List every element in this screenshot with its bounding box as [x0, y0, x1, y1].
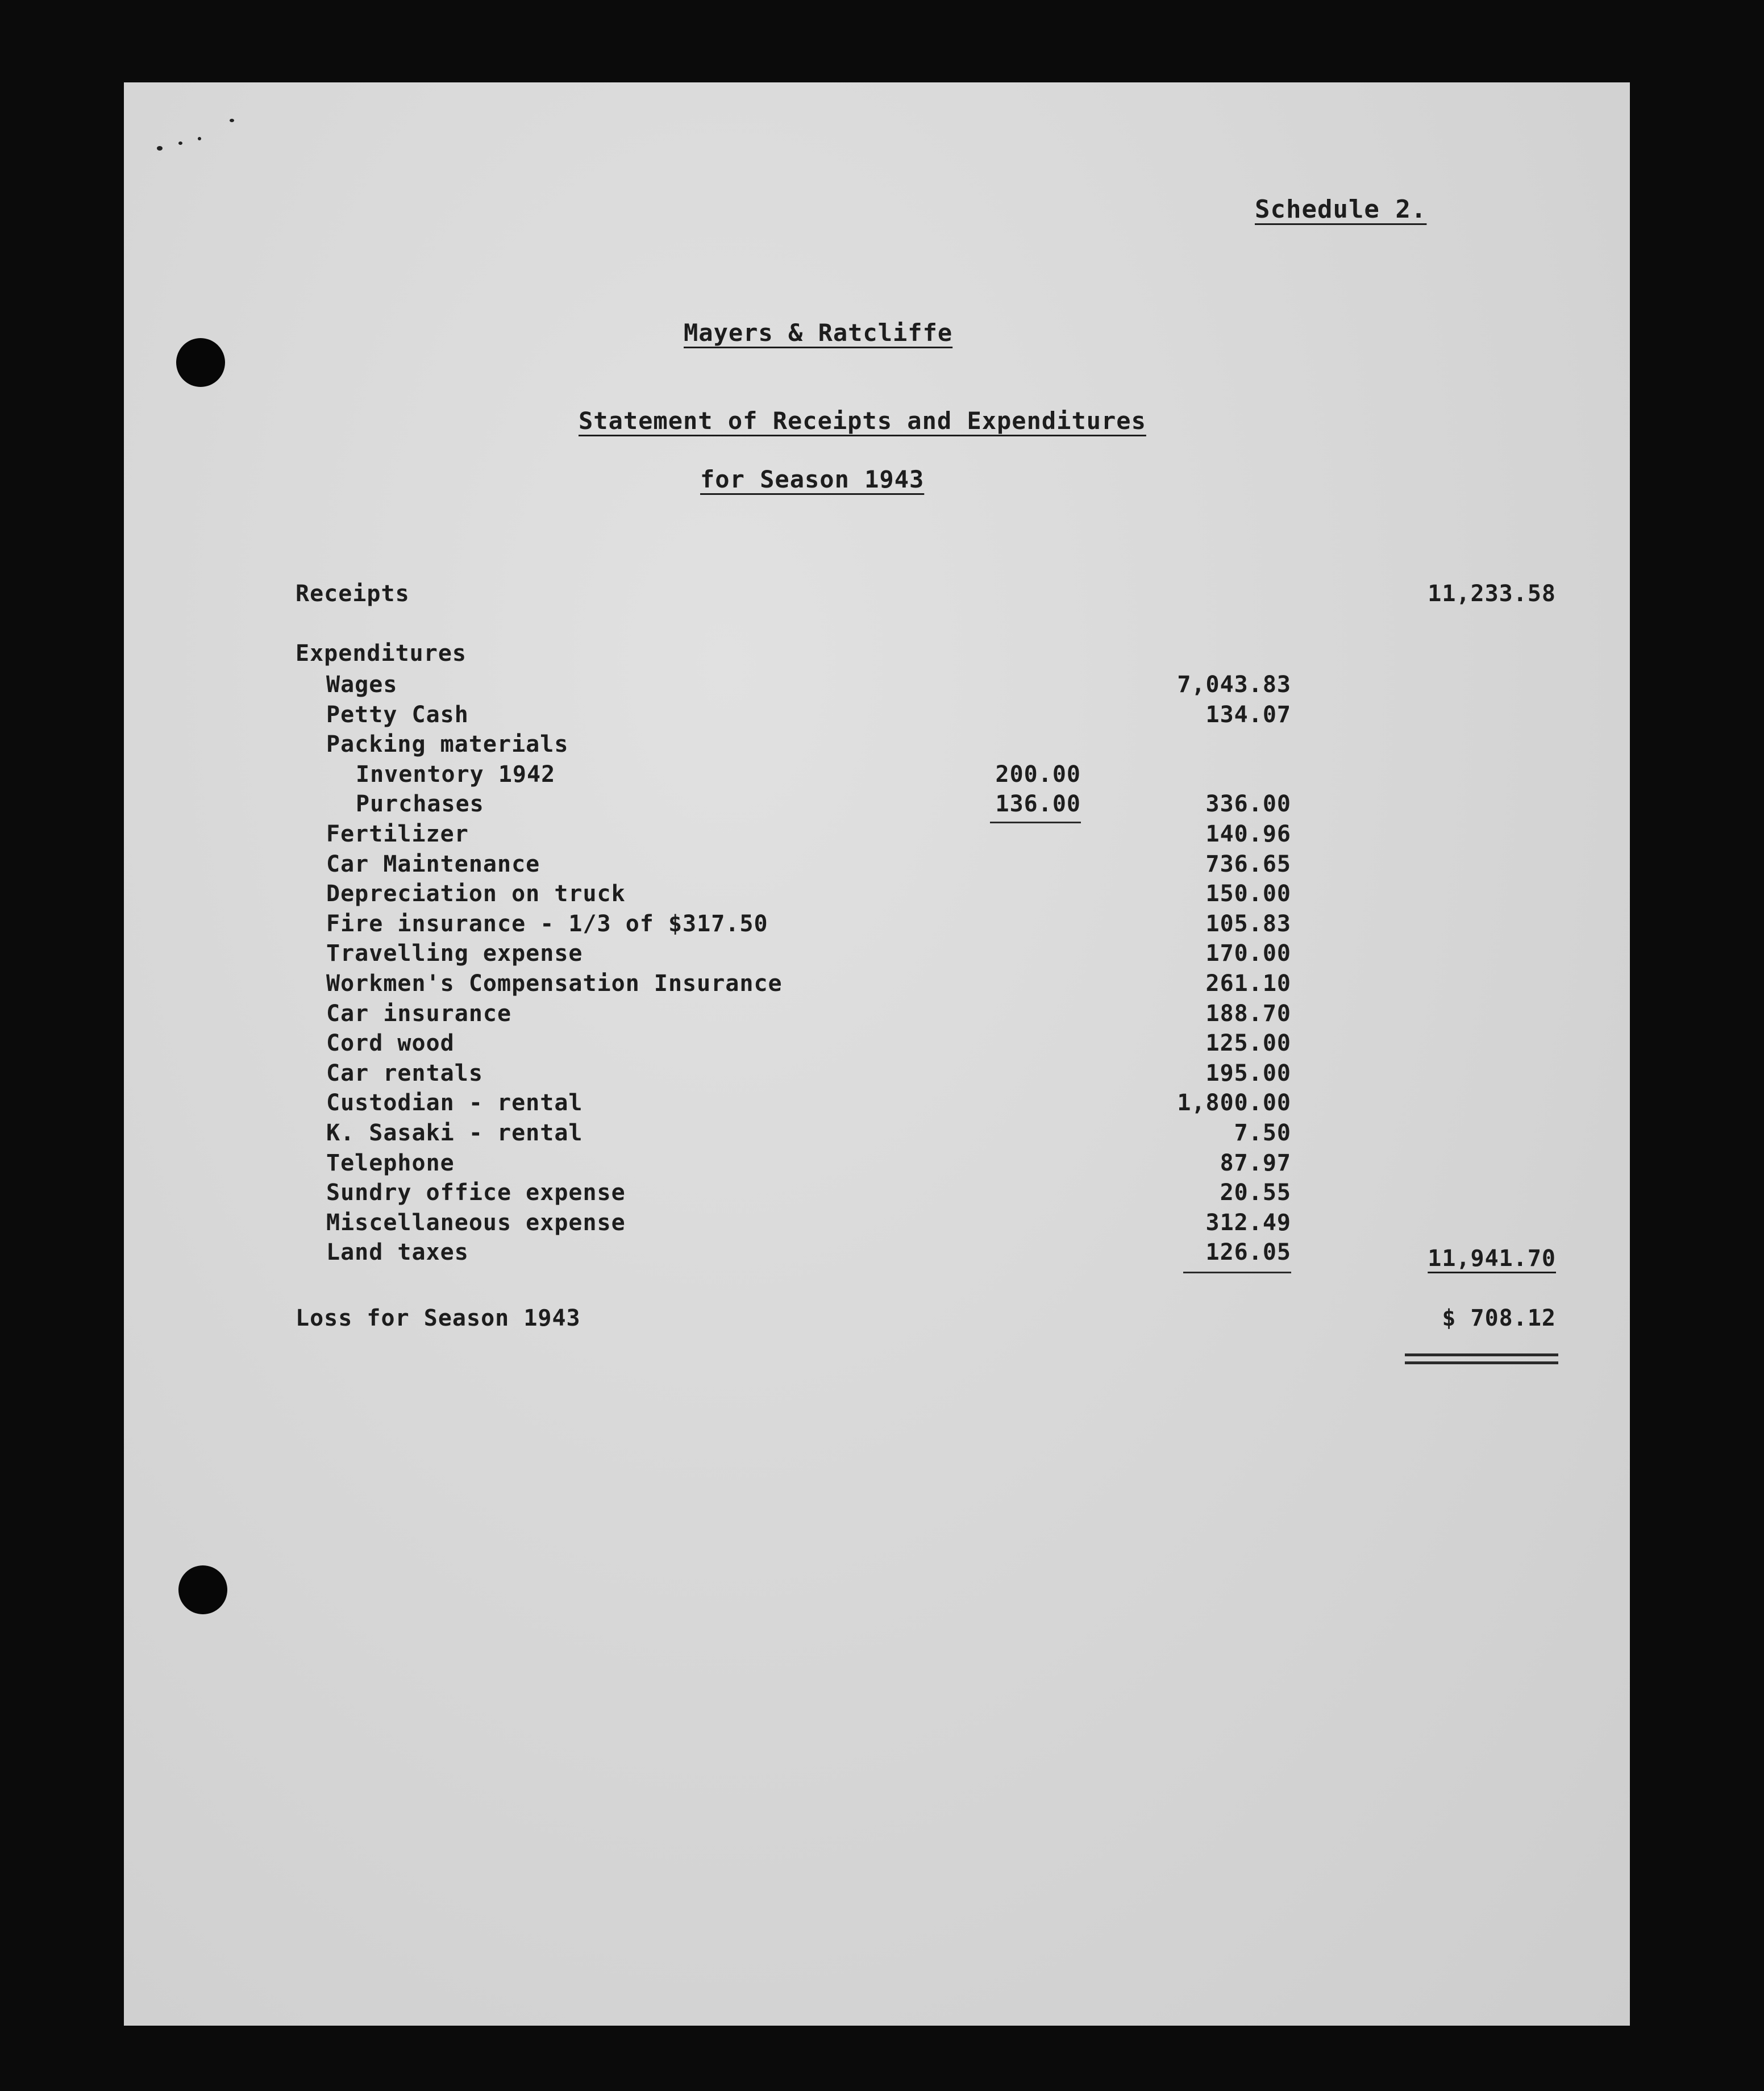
expenditure-amount: 188.70	[1205, 1001, 1291, 1027]
double-rule-top	[1405, 1353, 1558, 1356]
speck	[157, 146, 163, 151]
expenditure-label: Fertilizer	[326, 821, 469, 847]
expenditure-label: Car insurance	[326, 1001, 512, 1027]
expenditure-label: Depreciation on truck	[326, 881, 626, 907]
punch-hole-top	[176, 338, 225, 387]
expenditure-label: Purchases	[356, 791, 484, 817]
expenditure-label: Packing materials	[326, 731, 569, 757]
expenditure-amount: 336.00	[1205, 791, 1291, 817]
expenditure-amount: 134.07	[1205, 702, 1291, 728]
expenditure-amount: 7,043.83	[1177, 672, 1291, 698]
expenditure-amount: 736.65	[1205, 851, 1291, 877]
expenditure-amount: 105.83	[1205, 911, 1291, 937]
amount-column-rule	[1183, 1272, 1291, 1273]
expenditure-label: Car rentals	[326, 1060, 483, 1086]
expenditures-label: Expenditures	[296, 640, 467, 667]
loss-label: Loss for Season 1943	[296, 1305, 581, 1331]
expenditure-amount: 261.10	[1205, 970, 1291, 997]
firm-name: Mayers & Ratcliffe	[684, 319, 953, 347]
loss-amount: $ 708.12	[1442, 1305, 1556, 1331]
receipts-total: 11,233.58	[1428, 581, 1556, 607]
expenditure-label: Travelling expense	[326, 940, 583, 967]
expenditure-amount: 125.00	[1205, 1030, 1291, 1056]
expenditure-subamount: 200.00	[995, 761, 1081, 788]
expenditure-label: Car Maintenance	[326, 851, 540, 877]
expenditure-label: Telephone	[326, 1150, 455, 1176]
expenditure-amount: 312.49	[1205, 1210, 1291, 1236]
double-rule-bottom	[1405, 1361, 1558, 1364]
subtotal-rule	[990, 822, 1081, 823]
expenditure-subamount: 136.00	[995, 791, 1081, 817]
expenditure-amount: 195.00	[1205, 1060, 1291, 1086]
expenditure-label: Wages	[326, 672, 398, 698]
expenditure-amount: 1,800.00	[1177, 1090, 1291, 1116]
expenditure-label: Petty Cash	[326, 702, 469, 728]
statement-title: Statement of Receipts and Expenditures	[579, 407, 1146, 435]
expenditure-label: Miscellaneous expense	[326, 1210, 626, 1236]
expenditure-amount: 7.50	[1234, 1120, 1291, 1146]
expenditure-amount: 150.00	[1205, 881, 1291, 907]
expenditure-amount: 140.96	[1205, 821, 1291, 847]
expenditure-amount: 170.00	[1205, 940, 1291, 967]
expenditure-label: Fire insurance - 1/3 of $317.50	[326, 911, 768, 937]
punch-hole-bottom	[178, 1565, 227, 1614]
schedule-label: Schedule 2.	[1255, 195, 1427, 224]
expenditure-label: Cord wood	[326, 1030, 455, 1056]
document-page	[124, 82, 1630, 2026]
speck	[198, 137, 201, 140]
expenditure-amount: 87.97	[1220, 1150, 1291, 1176]
expenditure-label: Land taxes	[326, 1239, 469, 1265]
expenditure-label: Inventory 1942	[356, 761, 556, 788]
expenditures-total: 11,941.70	[1428, 1246, 1556, 1272]
expenditure-label: K. Sasaki - rental	[326, 1120, 583, 1146]
receipts-label: Receipts	[296, 581, 410, 607]
expenditure-amount: 20.55	[1220, 1180, 1291, 1206]
speck	[178, 141, 182, 145]
speck	[230, 119, 234, 122]
expenditure-amount: 126.05	[1205, 1239, 1291, 1265]
statement-subtitle: for Season 1943	[700, 465, 925, 493]
expenditure-label: Custodian - rental	[326, 1090, 583, 1116]
expenditure-label: Sundry office expense	[326, 1180, 626, 1206]
expenditure-label: Workmen's Compensation Insurance	[326, 970, 783, 997]
